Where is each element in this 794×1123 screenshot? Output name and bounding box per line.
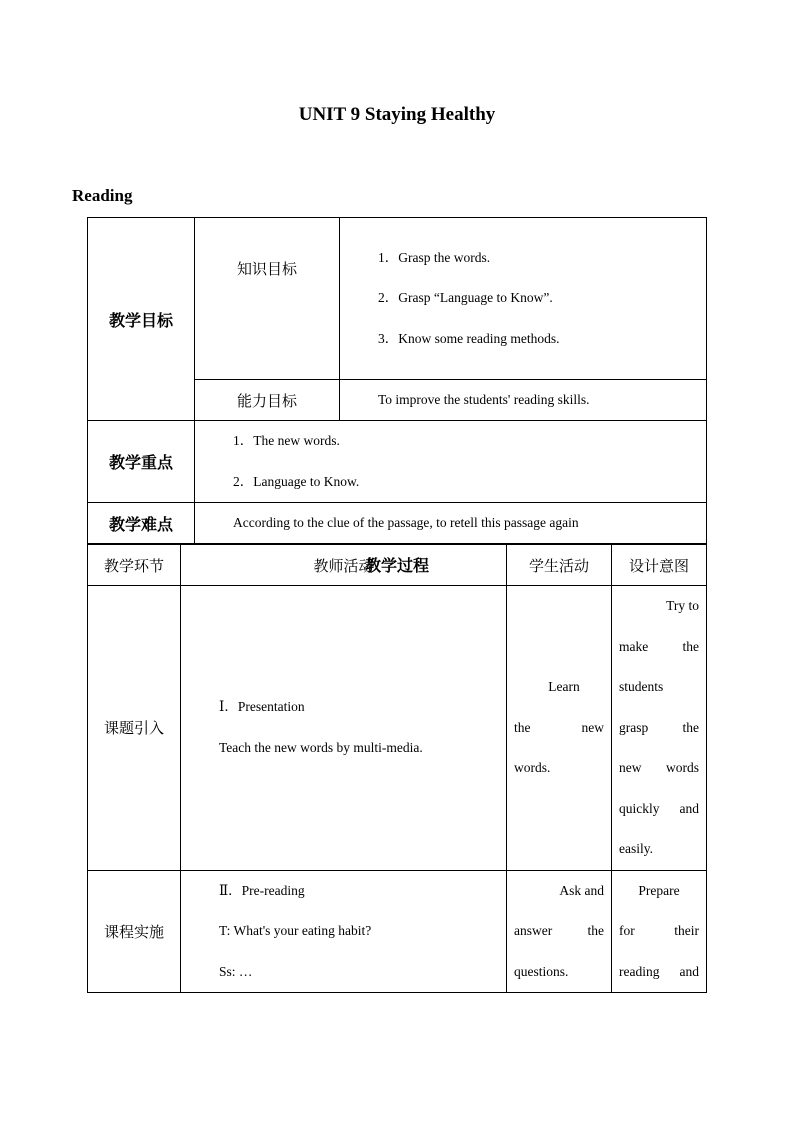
key-points-items — [195, 421, 707, 503]
stage-cell: 课程实施 — [88, 870, 181, 993]
teacher-activity-cell — [181, 586, 507, 871]
student-activity-cell — [507, 586, 612, 871]
header-stage: 教学环节 — [88, 545, 181, 586]
process-heading: 教学过程 — [88, 544, 707, 586]
teacher-activity-line: Ss: … — [219, 963, 253, 979]
teacher-activity-line: Teach the new words by multi-media. — [219, 739, 423, 755]
objectives-label: 教学目标 — [88, 218, 195, 421]
student-activity-line: words. — [514, 760, 551, 775]
document-title: UNIT 9 Staying Healthy — [298, 104, 496, 125]
design-intent-line: Prepare — [638, 882, 680, 898]
teacher-activity-line: Ⅰ．Presentation — [219, 699, 305, 715]
design-intent-line: easily. — [619, 841, 653, 856]
header-design-intent: 设计意图 — [612, 545, 707, 586]
design-intent-line: Try to — [666, 598, 699, 613]
design-intent-cell — [612, 586, 707, 871]
knowledge-item: 3．Know some reading methods. — [378, 330, 560, 346]
ability-goal-label: 能力目标 — [195, 380, 340, 421]
process-table — [87, 544, 707, 993]
student-activity-line: the new — [514, 719, 604, 735]
knowledge-item: 1．Grasp the words. — [378, 249, 491, 265]
design-intent-line: for their — [619, 923, 699, 938]
difficulties-text: According to the clue of the passage, to retell this passage again — [195, 503, 707, 544]
teacher-activity-line: Ⅱ．Pre-reading — [219, 882, 305, 898]
design-intent-line: new words — [619, 760, 699, 775]
teacher-activity-line: T: What's your eating habit? — [219, 923, 372, 938]
design-intent-line: reading and — [619, 963, 699, 979]
key-point-item: 1．The new words. — [233, 433, 340, 448]
student-activity-line: questions. — [514, 963, 569, 979]
design-intent-line: make the — [619, 638, 699, 654]
design-intent-line: students — [619, 679, 664, 694]
student-activity-line: Ask and — [559, 882, 604, 898]
table-row — [88, 870, 707, 993]
table-row — [88, 586, 707, 871]
design-intent-cell — [612, 870, 707, 993]
ability-goal-text: To improve the students' reading skills. — [340, 380, 707, 421]
section-heading: Reading — [72, 186, 133, 205]
knowledge-goal-items — [340, 218, 707, 380]
key-point-item: 2．Language to Know. — [233, 473, 360, 489]
student-activity-line: Learn — [548, 679, 580, 694]
knowledge-item: 2．Grasp “Language to Know”. — [378, 290, 553, 306]
header-student-activity: 学生活动 — [507, 545, 612, 586]
header-teacher-activity: 教师活动 — [181, 545, 507, 586]
design-intent-line: quickly and — [619, 800, 699, 816]
objectives-table — [87, 217, 707, 586]
stage-cell: 课题引入 — [88, 586, 181, 871]
student-activity-cell — [507, 870, 612, 993]
difficulties-label: 教学难点 — [88, 503, 195, 544]
design-intent-line: grasp the — [619, 719, 699, 735]
knowledge-goal-label: 知识目标 — [195, 218, 340, 380]
key-points-label: 教学重点 — [88, 421, 195, 503]
student-activity-line: answer the — [514, 923, 604, 938]
teacher-activity-cell — [181, 870, 507, 993]
